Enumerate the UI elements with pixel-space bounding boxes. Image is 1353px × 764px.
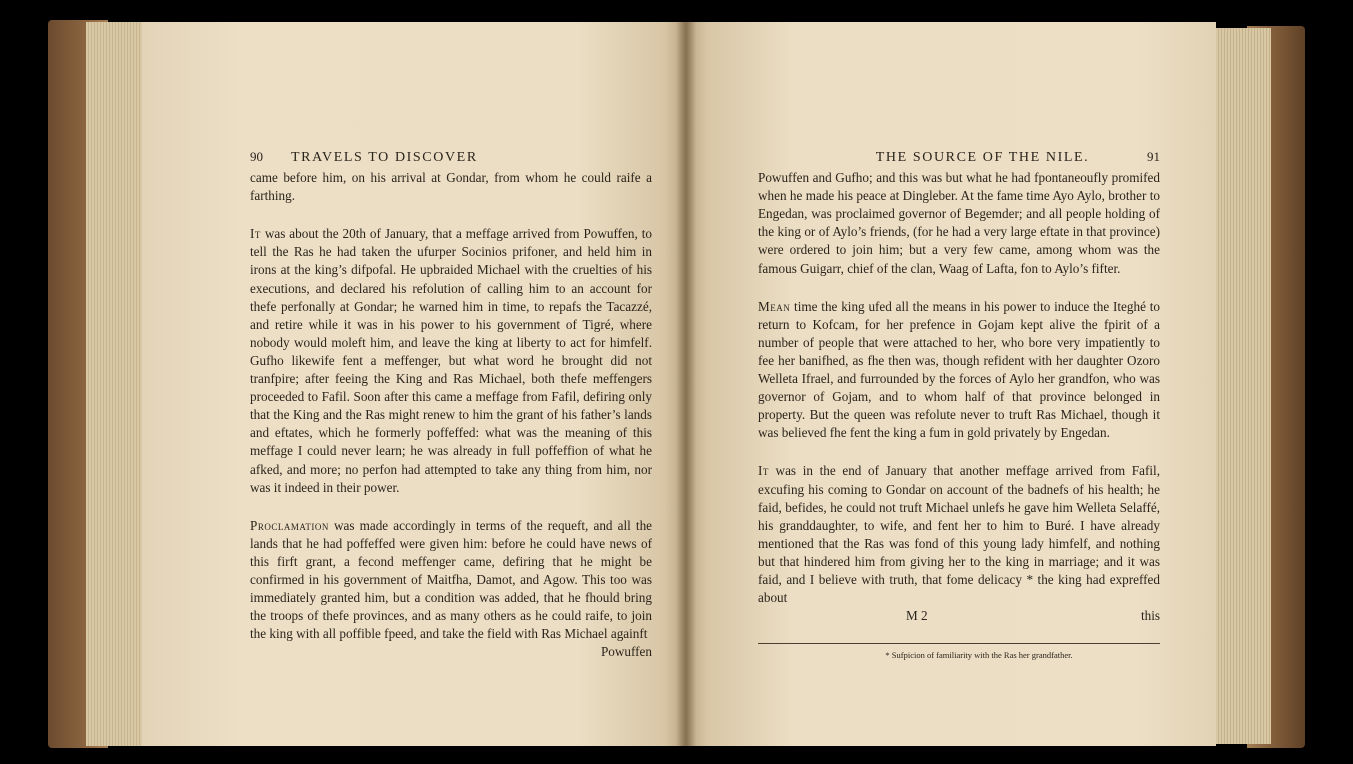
left-paragraph-2-lead: It	[250, 226, 261, 242]
left-running-head	[250, 148, 652, 167]
left-page-edges	[86, 22, 144, 746]
left-paragraph-1: came before him, on his arrival at Gondar, from whom he could raife a farthing.	[250, 170, 652, 204]
left-text-block	[250, 148, 652, 661]
open-book	[48, 12, 1305, 750]
right-running-head	[758, 148, 1160, 167]
right-running-title: THE SOURCE OF THE NILE.	[875, 150, 1090, 165]
right-paragraph-2	[758, 298, 1160, 443]
left-catchword: Powuffen	[600, 644, 652, 660]
right-signature: M 2	[906, 608, 928, 624]
right-paragraph-2-body: time the king ufed all the means in his power to induce the Iteghé to return to Kofcam, for her prefence in Gojam kept alive the fpirit of a number of people that were attached to her, who bore very impatiently to fee her banifhed, as fhe then was, though refident with her daughter Ozoro Welleta Ifrael, and furrounded by the forces of Aylo her grandfon, who was governor of Gojam, and to whom half of that province belonged in property. But the queen was refolute never to truft Ras Michael, though it was believed fhe fent the king a fum in gold privately by Engedan.	[758, 298, 1161, 441]
book-gutter	[676, 22, 696, 746]
left-paragraph-3	[250, 517, 652, 644]
left-page-number: 90	[250, 149, 263, 164]
right-footnote: * Sufpicion of familiarity with the Ras her grandfather.	[885, 650, 1073, 661]
left-page	[142, 22, 686, 746]
right-paragraph-3-lead: It	[758, 463, 769, 479]
right-paragraph-3-body: was in the end of January that another meffage arrived from Fafil, excufing his coming to Gondar on account of the badnefs of his health; he faid, befides, he could not truft Michael unlefs he gave him Welleta Selaffé, his granddaughter, to wife, and fent her to him to Buré. I have already mentioned that the Ras was fond of this young lady himfelf, and nothing but that hindered him from giving her to the king in marriage; and it was faid, and I believe with truth, that fome delicacy * the king had expreffed about	[758, 463, 1161, 606]
right-page-edges	[1213, 28, 1271, 744]
left-paragraph-3-body: was made accordingly in terms of the requeft, and all the lands that he had poffeffed were given him: before he could have news of this firft grant, a fecond meffenger came, defiring that he might be confirmed in his government of Maitfha, Damot, and Agow. This too was immediately granted him, but a condition was added, that he fhould bring the troops of thefe provinces, and as many others as he could raife, to join the king with all poffible fpeed, and take the field with Ras Michael againft	[250, 517, 653, 642]
right-page-number: 91	[1147, 149, 1160, 164]
right-catchword: this	[1140, 608, 1160, 624]
left-paragraph-3-lead: Proclamation	[250, 517, 329, 533]
right-paragraph-3	[758, 462, 1160, 607]
right-text-block	[758, 148, 1160, 660]
left-paragraph-2	[250, 225, 652, 496]
footnote-rule	[758, 643, 1160, 644]
right-paragraph-2-lead: Mean	[758, 298, 791, 314]
right-paragraph-1: Powuffen and Gufho; and this was but what he had fpontaneoufly promifed when he made his peace at Dingleber. At the fame time Ayo Aylo, brother to Engedan, was proclaimed governor of Begemder; and all people holding of the king or of Aylo’s friends, (for he had a very large eftate in that province) were ordered to join him; but a very few came, among whom was the famous Guigarr, chief of the clan, Waag of Lafta, fon to Aylo’s fifter.	[758, 170, 1160, 276]
right-page	[686, 22, 1216, 746]
right-signature-line	[758, 607, 1160, 625]
left-running-title: TRAVELS TO DISCOVER	[291, 150, 478, 165]
left-paragraph-2-body: was about the 20th of January, that a meffage arrived from Powuffen, to tell the Ras he had taken the ufurper Socinios prifoner, and held him in irons at the king’s difpofal. He upbraided Michael with the cruelties of his executions, and declared his refolution of calling him to an account for thefe perfonally at Gondar; he warned him in time, to repafs the Tacazzé, and retire while it was in his power to his government of Tigré, where nobody would moleft him, and leave the king at liberty to act for himfelf. Gufho likewife fent a meffenger, but what word he brought did not tranfpire; after feeing the King and Ras Michael, both thefe meffengers proceeded to Fafil. Soon after this came a meffage from Fafil, defiring only that the King and the Ras might renew to him the grant of his father’s lands and eftates, which he formerly poffeffed: what was the meaning of this meffage I could never learn; he was already in full poffeffion of what he afked, and more; no perfon had attempted to take any thing from him, nor was it indeed in their power.	[250, 226, 652, 495]
